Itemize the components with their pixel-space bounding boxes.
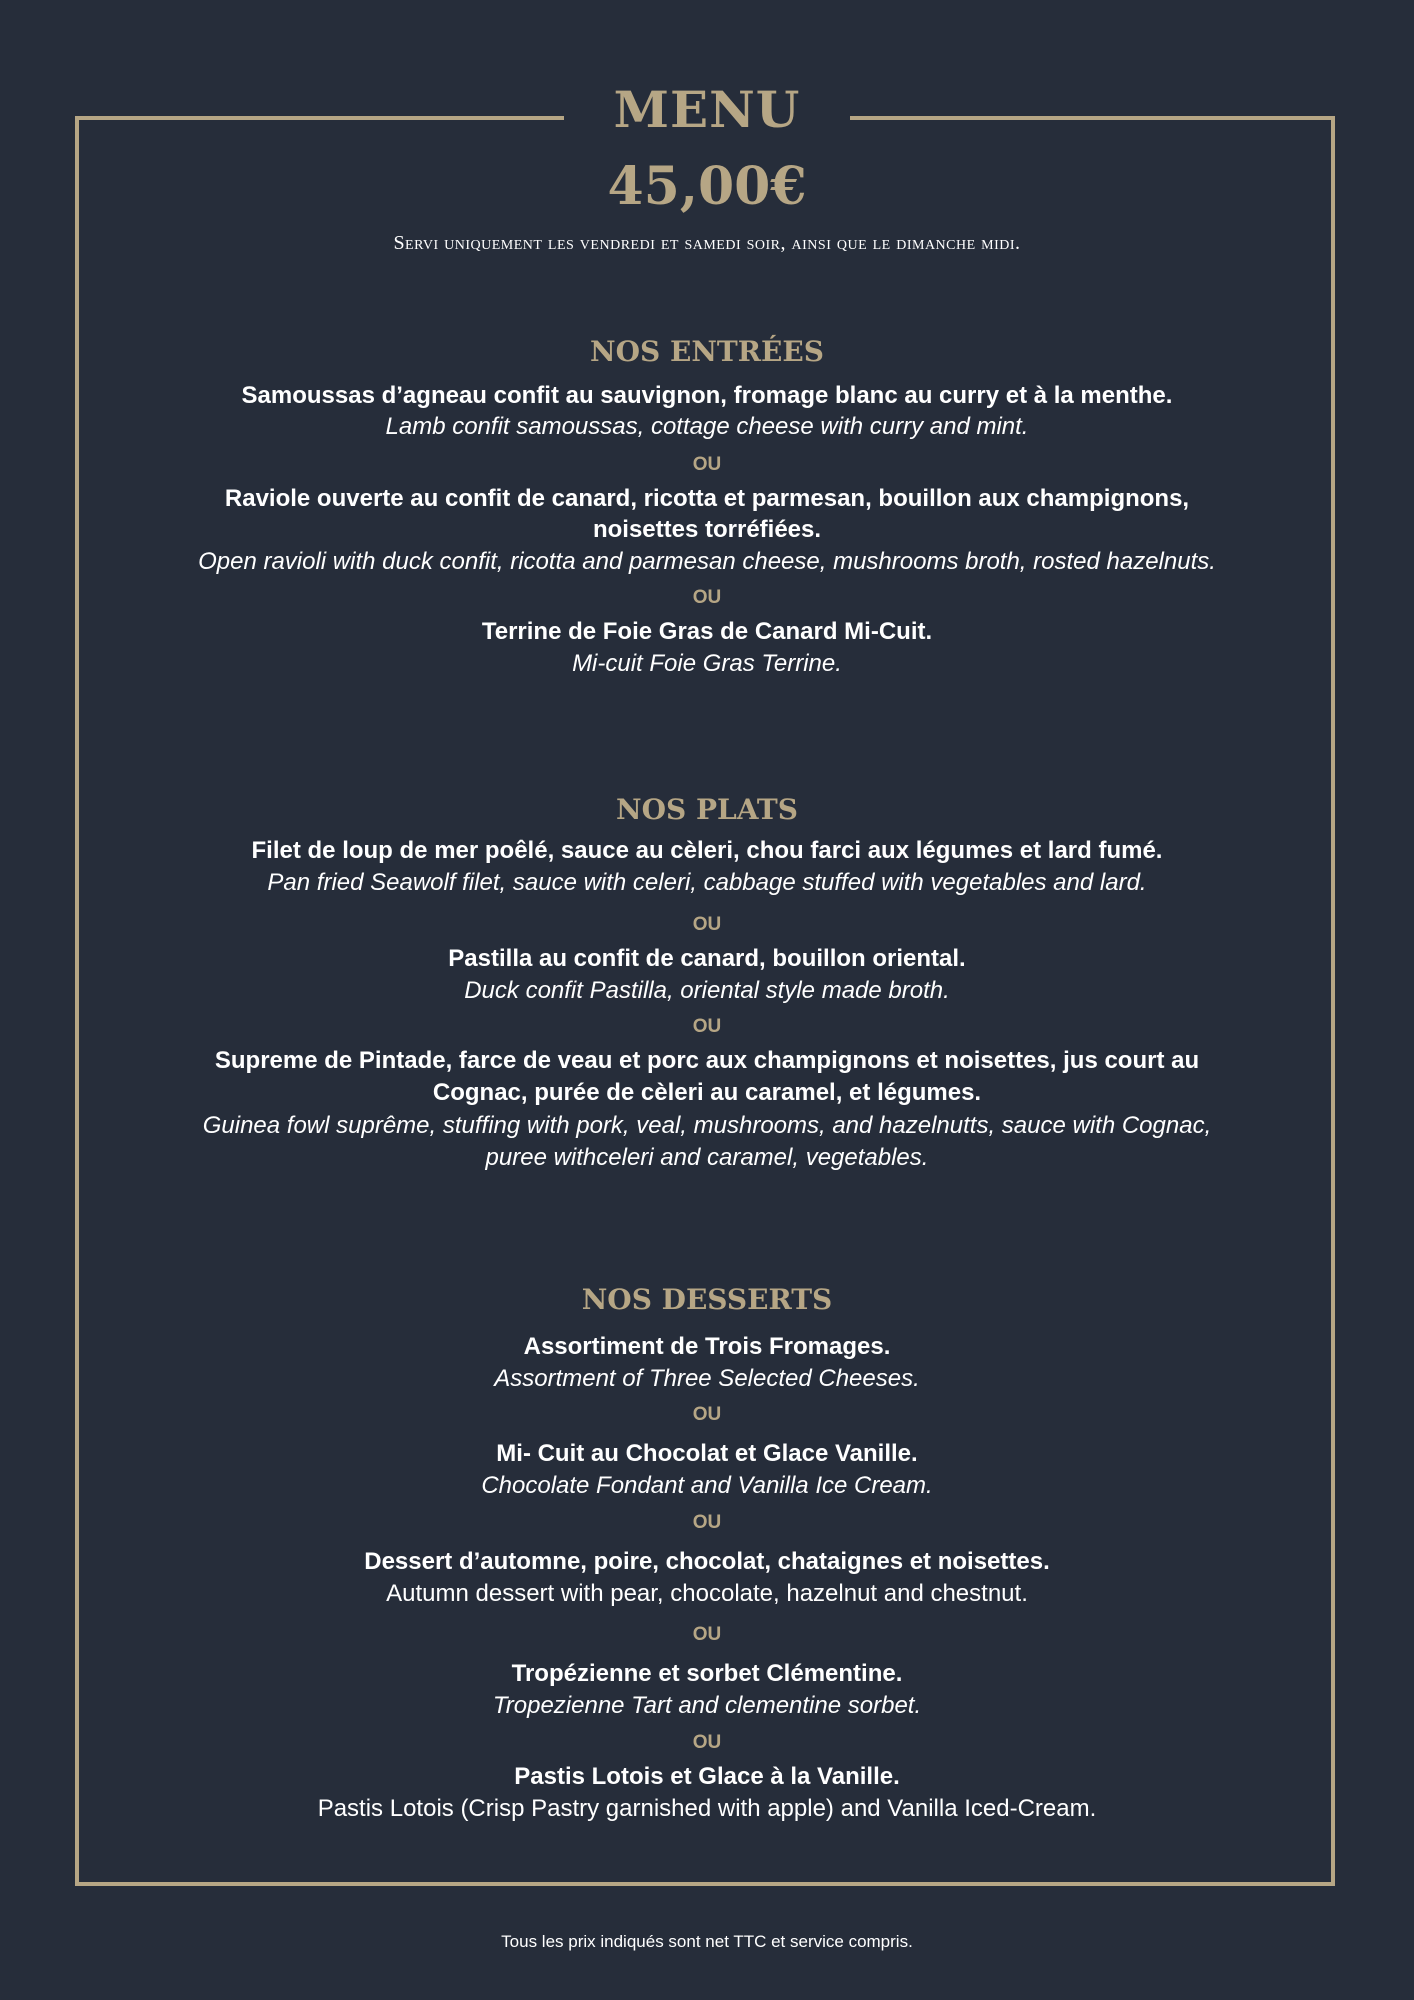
ou-separator: OU [692,454,722,475]
section-title-plats: NOS PLATS [616,793,798,826]
plat-3-en-line2: puree withceleri and caramel, vegetables. [485,1144,929,1171]
dessert-4-fr: Tropézienne et sorbet Clémentine. [511,1660,903,1687]
footer-note: Tous les prix indiqués sont net TTC et service compris. [501,1932,913,1951]
section-title-desserts: NOS DESSERTS [581,1283,833,1316]
entree-3-fr: Terrine de Foie Gras de Canard Mi-Cuit. [481,618,933,645]
plat-2-fr: Pastilla au confit de canard, bouillon oriental. [448,945,966,972]
dessert-5-en: Pastis Lotois (Crisp Pastry garnished with apple) and Vanilla Iced-Cream. [317,1795,1097,1822]
entree-1-fr: Samoussas d’agneau confit au sauvignon, fromage blanc au curry et à la menthe. [241,382,1173,409]
menu-title-wrap [564,70,850,150]
plat-3-en-line1: Guinea fowl suprême, stuffing with pork, veal, mushrooms, and hazelnutts, sauce with Cognac, [202,1112,1212,1139]
dessert-3-fr: Dessert d’automne, poire, chocolat, chataignes et noisettes. [364,1548,1050,1575]
dessert-4-en: Tropezienne Tart and clementine sorbet. [492,1692,922,1719]
plat-1-en: Pan fried Seawolf filet, sauce with celeri, cabbage stuffed with vegetables and lard. [267,869,1147,896]
ou-separator: OU [692,1732,722,1753]
section-title-entrees: NOS ENTRÉES [590,335,824,368]
plat-1-fr: Filet de loup de mer poêlé, sauce au cèleri, chou farci aux légumes et lard fumé. [251,837,1163,864]
dessert-3-en: Autumn dessert with pear, chocolate, hazelnut and chestnut. [386,1580,1028,1607]
ou-separator: OU [692,1016,722,1037]
ou-separator: OU [692,1624,722,1645]
dessert-2-fr: Mi- Cuit au Chocolat et Glace Vanille. [496,1440,918,1467]
ou-separator: OU [692,914,722,935]
entree-3-en: Mi-cuit Foie Gras Terrine. [572,650,842,677]
entree-2-en: Open ravioli with duck confit, ricotta and parmesan cheese, mushrooms broth, rosted hazelnuts. [198,548,1216,575]
plat-2-en: Duck confit Pastilla, oriental style made broth. [464,977,950,1004]
entree-1-en: Lamb confit samoussas, cottage cheese with curry and mint. [385,413,1029,440]
menu-subtitle: Servi uniquement les vendredi et samedi soir, ainsi que le dimanche midi. [393,232,1021,254]
ou-separator: OU [692,1404,722,1425]
plat-3-fr-line1: Supreme de Pintade, farce de veau et porc aux champignons et noisettes, jus court au [214,1047,1200,1074]
dessert-2-en: Chocolate Fondant and Vanilla Ice Cream. [481,1472,933,1499]
plat-3-fr-line2: Cognac, purée de cèleri au caramel, et légumes. [432,1079,982,1106]
dessert-1-en: Assortment of Three Selected Cheeses. [494,1365,920,1392]
dessert-1-fr: Assortiment de Trois Fromages. [523,1333,891,1360]
dessert-5-fr: Pastis Lotois et Glace à la Vanille. [514,1763,900,1790]
entree-2-fr-line1: Raviole ouverte au confit de canard, ricotta et parmesan, bouillon aux champignons, [224,485,1190,512]
ou-separator: OU [692,587,722,608]
ou-separator: OU [692,1512,722,1533]
entree-2-fr-line2: noisettes torréfiées. [592,516,822,543]
menu-title: MENU [613,80,801,139]
menu-price: 45,00€ [607,156,807,217]
